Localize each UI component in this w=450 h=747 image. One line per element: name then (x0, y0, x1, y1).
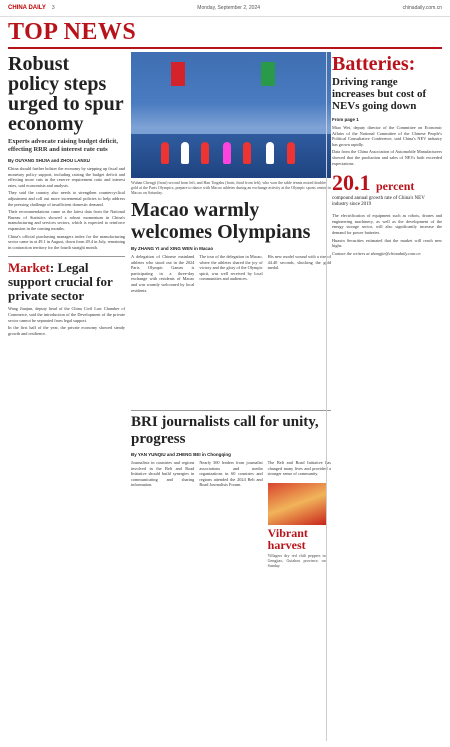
china-daily-logo: CHINA DAILY (8, 5, 46, 11)
bri-headline[interactable]: BRI journalists call for unity, progress (131, 414, 319, 447)
dancer-figure (266, 142, 274, 164)
batteries-paragraph: Huaxin Securities estimated that the market will reach new highs. (332, 237, 442, 249)
lead-subhead: Experts advocate raising budget deficit, effecting RRR and interest rate cuts (8, 138, 118, 153)
lead-byline: By OUYANG SHIJIA and ZHOU LANXU (8, 158, 90, 163)
feature-byline: By ZHANG YI and XING WEN in Macao (131, 246, 214, 251)
lead-paragraph: Their recommendations came as the latest data from the National Bureau of Statistics showed a robust momentum in China's manufacturing and services sectors, which is expected to reinforce expansion in the coming months. (8, 209, 125, 231)
bri-col: Nearly 300 leaders from journalist associations and media organizations in 60 countries and regions attended the 2024 Belt and Road Journalists Forum. (199, 460, 263, 488)
masthead (0, 0, 450, 17)
batteries-paragraph: Miao Wei, deputy director of the Committee on Economic Affairs of the National Committee of the Chinese People's Political Consultative Conference, said China's NEV industry has grown rapidly. (332, 125, 442, 147)
batteries-body (332, 125, 442, 166)
batteries-paragraph: The electrification of equipment such as robots, drones and engineering machinery, as well as the development of the energy storage sector, will also significantly increase the demand for power batteries. (332, 213, 442, 235)
feature-col: A delegation of Chinese mainland athletes who stood out in the 2024 Paris Olympic Games is participating in a three-day exchange with residents of Macao and was warmly welcomed by local residents. (131, 254, 195, 293)
market-paragraph: Wang Jianjun, deputy head of the China Civil Law Chamber of Commerce, said the introduction of the Development of the private sector cannot be separated from legal support. (8, 306, 125, 323)
market-headline-text: : Legal support crucial for private sector (8, 260, 113, 304)
batteries-body-2 (332, 213, 442, 256)
market-paragraph: In the first half of the year, the private economy showed steady growth and resilience. (8, 325, 125, 336)
contact-label: Contact the writers at (332, 250, 370, 256)
contact-line (332, 251, 442, 257)
dancer-figure (161, 142, 169, 164)
batteries-byline: From page 1 (332, 117, 359, 122)
dancer-figure (287, 142, 295, 164)
batteries-story (326, 52, 442, 741)
dancer-figure (223, 142, 231, 164)
market-label: Market (8, 260, 50, 276)
dancer-figure (201, 142, 209, 164)
stat-number: 20.1 (332, 170, 371, 196)
bri-col-3 (268, 460, 331, 568)
batteries-subhead: Driving range increases but cost of NEVs going down (332, 76, 427, 112)
feature-photo[interactable] (131, 52, 331, 178)
page-content (8, 52, 442, 741)
market-body (8, 306, 125, 336)
batteries-headline[interactable]: Batteries: (332, 53, 416, 75)
masthead-url[interactable]: chinadaily.com.cn (402, 5, 442, 11)
market-headline[interactable] (8, 256, 125, 303)
feature-body (131, 254, 331, 293)
vibrant-harvest-box (268, 483, 326, 568)
vibrant-harvest-headline[interactable]: Vibrant harvest (267, 525, 308, 552)
bri-col: Journalists in countries and regions involved in the Belt and Road Initiative should build synergies in communicating and sharing information. (131, 460, 195, 488)
lead-paragraph: China's official purchasing managers index for the manufacturing sector came in at 49.1 in August, down from 49.4 in July, remaining in contraction territory for the fourth straight month. (8, 233, 125, 250)
page-number: 3 (51, 5, 55, 11)
section-header (0, 17, 450, 47)
batteries-paragraph: Data from the China Association of Automobile Manufacturers showed that the production and sales of NEVs both exceeded expectations. (332, 149, 442, 166)
bri-col: The Belt and Road Initiative has changed many lives and provided a stronger sense of community. (267, 460, 331, 477)
contact-email[interactable]: zhangjie@chinadaily.com.cn (370, 250, 421, 256)
masthead-date: Monday, September 2, 2024 (197, 5, 261, 11)
bri-story (131, 410, 331, 568)
feature-headline[interactable]: Macao warmly welcomes Olympians (131, 199, 311, 243)
stat-note: compound annual growth rate of China's NEV industry since 2019 (332, 196, 425, 208)
lead-body (8, 166, 125, 250)
dancer-figure (243, 142, 251, 164)
lead-paragraph: They said the country also needs to strengthen countercyclical adjustment and roll out more incremental policies to help address the pressing challenge of insufficient domestic demand. (8, 190, 125, 207)
lead-headline[interactable]: Robust policy steps urged to spur economy (8, 53, 124, 135)
lead-story (8, 52, 125, 741)
stat-unit: percent (376, 179, 415, 194)
flag-icon (171, 62, 185, 86)
section-title: TOP NEWS (8, 18, 137, 45)
dancer-figure (181, 142, 189, 164)
feature-story (131, 52, 331, 293)
bri-byline: By YAN YUNQIU and ZHENG BEI in Chongqing (131, 452, 231, 457)
feature-col: The tour of the delegation in Macao, where the athletes shared the joy of victory and the glory of the Olympic spirit, was well received by local communities and audiences. (199, 254, 263, 282)
lead-paragraph: China should further bolster the economy by stepping up fiscal and monetary policy support, including raising the budget deficit and effecting more cuts in the reserve requirement ratio and interest rates, said economists and analysts. (8, 166, 125, 188)
section-rule (8, 47, 442, 49)
flag-icon (261, 62, 275, 86)
vibrant-harvest-caption: Villagers dry red chili peppers in Gengjiao, Guizhou province, on Sunday. (267, 552, 326, 568)
stat-value (332, 170, 442, 196)
feature-caption: Wuhan Chengji (front) second from left, and Han Tingzhu (front, third from left), who won the table tennis mixed doubles gold at the Paris Olympics, prepare to dance with Macao athletes during an exchange activity at the Olympic sports center in Macao on Saturday. (131, 180, 331, 195)
vibrant-harvest-photo[interactable] (268, 483, 326, 525)
bri-body (131, 460, 331, 568)
feature-col: His new model wound with a rise of 44.40 seconds, shocking the gold medal. (267, 254, 331, 271)
